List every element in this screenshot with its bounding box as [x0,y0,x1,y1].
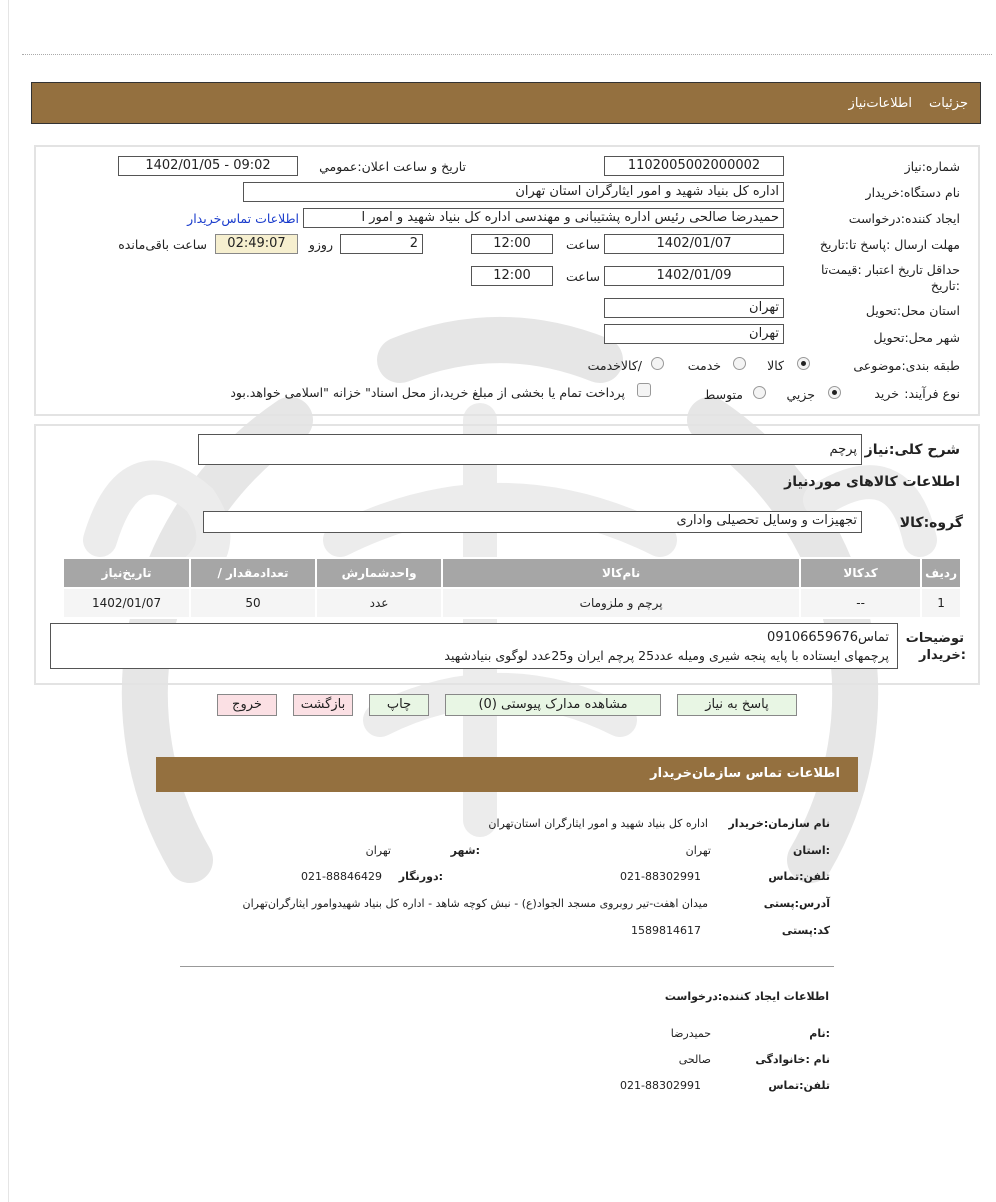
category-service-label: خدمت [687,358,721,373]
buyer-org-label: نام دستگاه:خریدار [865,185,960,200]
back-button[interactable]: بازگشت [293,694,353,716]
tab-details[interactable]: جزئیات [929,96,968,111]
buyer-contact-link[interactable]: اطلاعات تماس‌خریدار [187,211,299,226]
buyer-contact-header [156,757,858,792]
remaining-label: ساعت باقی‌مانده [118,237,207,252]
col-unit: واحدشمارش [316,558,442,588]
deadline-label: مهلت ارسال :پاسخ تا:تاریخ [819,237,960,252]
print-button[interactable]: چاپ [369,694,429,716]
process-buy-label: خرید [874,386,899,401]
buyer-notes-line1: تماس09106659676 [767,630,889,645]
process-medium-label: متوسط [703,387,743,402]
need-number-label: شماره:نیاز [904,159,960,174]
category-service-radio[interactable] [733,357,746,370]
city-label: شهر محل:تحویل [873,330,960,345]
process-partial-label: جزيي [786,387,815,402]
view-attachments-button[interactable]: مشاهده مدارک پیوستی (0) [445,694,661,716]
exit-button[interactable]: خروج [217,694,277,716]
province-field: تهران [604,298,784,318]
contact-fax-value: 021-88846429 [301,870,382,883]
creator-phone-label: تلفن:تماس [768,1079,830,1092]
process-partial-radio[interactable] [828,386,841,399]
tab-need-info[interactable]: اطلاعات‌نیاز [848,96,912,111]
validity-time-field: 12:00 [471,266,553,286]
requester-field: حمیدرضا صالحی رئیس اداره پشتیبانی و مهندسی اداره کل بنیاد شهید و امور ا [303,208,784,228]
goods-table [62,557,962,619]
creator-family-label: نام :خانوادگی [755,1053,830,1066]
creator-name-value: حمیدرضا [670,1027,711,1040]
contact-org-label: نام سازمان:خریدار [728,817,830,830]
validity-label-2: :تاریخ [930,278,960,293]
requester-label: ایجاد کننده:درخواست [848,211,960,226]
header-bar [31,82,981,124]
table-row [63,588,961,618]
contact-province-label: :استان [793,844,830,857]
buyer-notes-label-1: توضیحات [905,631,964,646]
deadline-date-field: 1402/01/07 [604,234,784,254]
contact-phone-value: 021-88302991 [620,870,701,883]
creator-title: اطلاعات ایجاد کننده:درخواست [664,990,829,1003]
contact-city-value: تهران [365,844,391,857]
col-goods-code: کدکالا [800,558,921,588]
deadline-time-field: 12:00 [471,234,553,254]
contact-province-value: تهران [685,844,711,857]
col-quantity: / تعدادمقدار [190,558,316,588]
goods-info-title: اطلاعات کالاهای موردنیاز [784,474,960,490]
buyer-contact-title: اطلاعات تماس سازمان‌خریدار [650,766,840,781]
validity-label-1: حداقل تاریخ اعتبار :قیمت‌تا [820,262,960,277]
contact-fax-label: :دورنگار [398,870,443,883]
cell-need-date: 1402/01/07 [63,588,190,618]
treasury-payment-checkbox[interactable] [637,383,651,397]
days-label: روزو [308,237,333,252]
buyer-org-field: اداره کل بنیاد شهید و امور ایثارگران استان تهران [243,182,784,202]
buyer-notes-label-2: :خریدار [919,648,966,663]
contact-postal-value: 1589814617 [631,924,701,937]
creator-name-label: :نام [809,1027,830,1040]
col-goods-name: نام‌کالا [442,558,800,588]
col-row-number: ردیف [921,558,961,588]
deadline-time-label: ساعت [565,237,600,252]
contact-address-label: آدرس:پستی [763,897,830,910]
validity-time-label: ساعت [565,269,600,284]
cell-quantity: 50 [190,588,316,618]
validity-date-field: 1402/01/09 [604,266,784,286]
contact-address-value: میدان اهفت-تیر روبروی مسجد الجواد(ع) - نبش کوچه شاهد - اداره کل بنیاد شهیدوامور ایثارگران‌تهران [242,897,708,910]
process-medium-radio[interactable] [753,386,766,399]
category-goods-service-radio[interactable] [651,357,664,370]
category-goods-service-label: /کالاخدمت [587,358,642,373]
need-summary-field: پرچم [198,434,862,465]
top-divider [22,54,992,55]
reply-button[interactable]: پاسخ به نیاز [677,694,797,716]
announce-date-field: 1402/01/05 - 09:02 [118,156,298,176]
buyer-notes-box [50,623,898,669]
creator-phone-value: 021-88302991 [620,1079,701,1092]
contact-postal-label: کد:پستی [781,924,830,937]
city-field: تهران [604,324,784,344]
days-field: 2 [340,234,423,254]
category-label: طبقه بندی:موضوعی [853,358,960,373]
contact-org-value: اداره کل بنیاد شهید و امور ایثارگران استان‌تهران [488,817,708,830]
contact-phone-label: تلفن:تماس [768,870,830,883]
creator-family-value: صالحی [678,1053,711,1066]
need-number-field: 1102005002000002 [604,156,784,176]
province-label: استان محل:تحویل [865,303,960,318]
treasury-payment-note: پرداخت تمام یا بخشی از مبلغ خرید،از محل اسناد" خزانه "اسلامی خواهد.بود [230,385,625,400]
process-type-label: نوع فرآیند: [904,386,960,401]
cell-unit: عدد [316,588,442,618]
remaining-timer: 02:49:07 [215,234,298,254]
goods-group-label: گروه:کالا [899,515,963,531]
buyer-notes-line2: پرچمهای ایستاده با پایه پنجه شیری ومیله عدد25 پرچم ایران و25عدد لوگوی بنیادشهید [444,648,889,663]
cell-goods-name: پرچم و ملزومات [442,588,800,618]
page-left-border [8,0,9,1202]
col-need-date: تاریخ‌نیاز [63,558,190,588]
contact-divider [180,966,834,967]
category-goods-label: کالا [767,358,784,373]
announce-label: تاریخ و ساعت اعلان:عمومي [319,159,466,174]
goods-group-field: تجهیزات و وسایل تحصیلی واداری [203,511,862,533]
contact-city-label: :شهر [450,844,480,857]
cell-goods-code: -- [800,588,921,618]
need-summary-label: شرح کلی:نیاز [864,442,960,458]
cell-row-number: 1 [921,588,961,618]
category-goods-radio[interactable] [797,357,810,370]
